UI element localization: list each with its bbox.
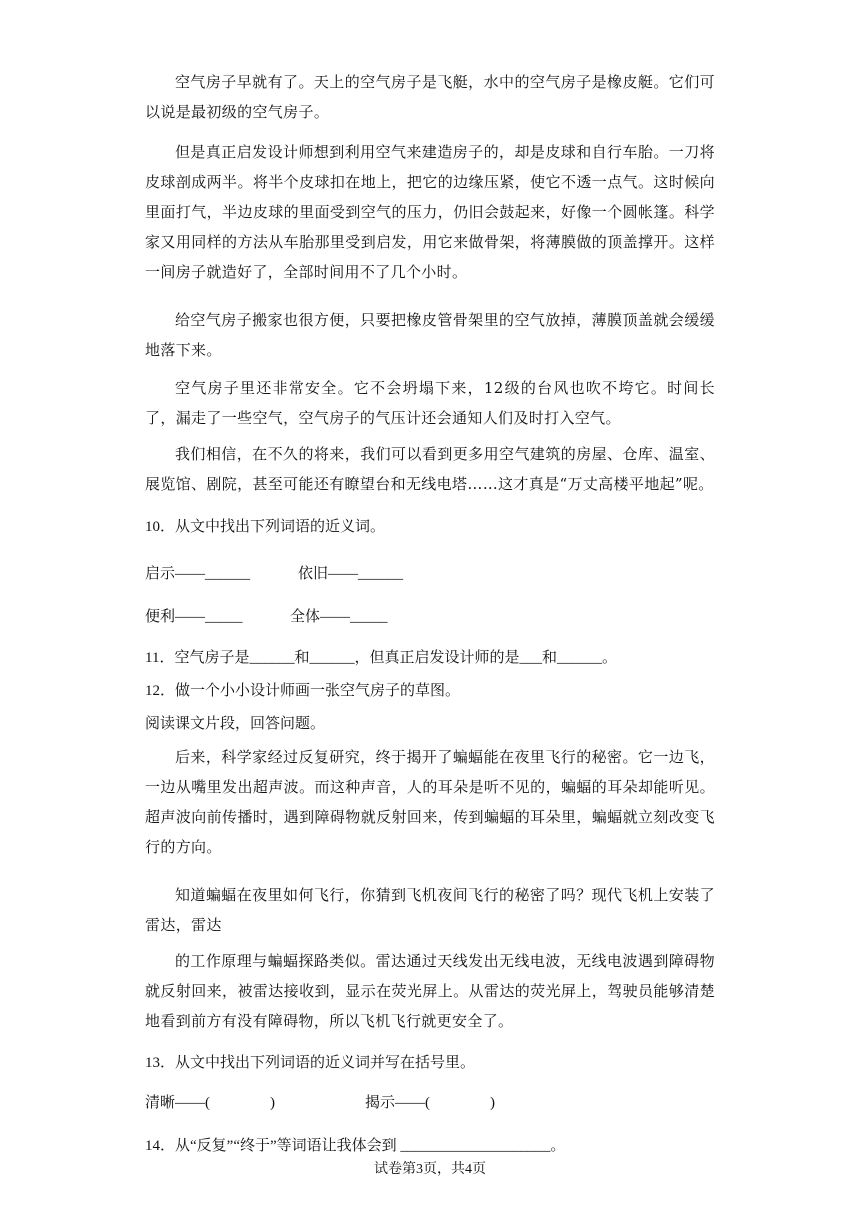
passage1-paragraph-4: 空气房子里还非常安全。它不会坍塌下来，12级的台风也吹不垮它。时间长了，漏走了一些空气，空气房子的气压计还会通知人们及时打入空气。 <box>145 379 715 427</box>
question-10-item-2: 依旧——______ <box>298 566 404 582</box>
question-10-title: 10．从文中找出下列词语的近义词。 <box>145 519 386 535</box>
page-footer: 试卷第3页，共4页 <box>374 1162 486 1177</box>
question-14: 14．从“反复”“终于”等词语让我体会到 ____________________。 <box>145 1138 566 1154</box>
question-10-item-3: 便利——_____ <box>145 609 243 625</box>
passage1-paragraph-2: 但是真正启发设计师想到利用空气来建造房子的，却是皮球和自行车胎。一刀将皮球剖成两半。将半个皮球扣在地上，把它的边缘压紧，使它不透一点气。这时候向里面打气，半边皮球的里面受到空气的压力，仍旧会鼓起来，好像一个圆帐篷。科学家又用同样的方法从车胎那里受到启发，用它来做骨架，将薄膜做的顶盖撑开。这样一间房子就造好了，全部时间用不了几个小时。 <box>145 143 715 281</box>
question-13-title: 13．从文中找出下列词语的近义词并写在括号里。 <box>145 1055 476 1071</box>
section-2-instruction: 阅读课文片段，回答问题。 <box>145 716 326 732</box>
question-13-item-1: 清晰——( ) <box>145 1095 275 1111</box>
question-10-item-1: 启示——______ <box>145 566 251 582</box>
passage2-paragraph-1: 后来，科学家经过反复研究，终于揭开了蝙蝠能在夜里飞行的秘密。它一边飞，一边从嘴里发出超声波。而这种声音，人的耳朵是听不见的，蝙蝠的耳朵却能听见。超声波向前传播时，遇到障碍物就反射回来，传到蝙蝠的耳朵里，蝙蝠就立刻改变飞行的方向。 <box>145 748 715 856</box>
passage1-paragraph-3: 给空气房子搬家也很方便，只要把橡皮管骨架里的空气放掉，薄膜顶盖就会缓缓地落下来。 <box>145 311 715 359</box>
passage1-paragraph-5: 我们相信，在不久的将来，我们可以看到更多用空气建筑的房屋、仓库、温室、展览馆、剧院，甚至可能还有瞭望台和无线电塔……这才真是“万丈高楼平地起”呢。 <box>145 445 715 493</box>
passage2-paragraph-3: 的工作原理与蝙蝠探路类似。雷达通过天线发出无线电波，无线电波遇到障碍物就反射回来，被雷达接收到，显示在荧光屏上。从雷达的荧光屏上，驾驶员能够清楚地看到前方有没有障碍物，所以飞机飞行就更安全了。 <box>145 952 715 1030</box>
question-12: 12．做一个小小设计师画一张空气房子的草图。 <box>145 683 461 699</box>
question-11: 11．空气房子是______和______，但真正启发设计师的是___和______。 <box>145 650 617 666</box>
question-10-item-4: 全体——_____ <box>290 609 388 625</box>
passage1-paragraph-1: 空气房子早就有了。天上的空气房子是飞艇，水中的空气房子是橡皮艇。它们可以说是最初级的空气房子。 <box>145 73 715 121</box>
question-13-item-2: 揭示——( ) <box>365 1095 495 1111</box>
passage2-paragraph-2: 知道蝙蝠在夜里如何飞行，你猜到飞机夜间飞行的秘密了吗？现代飞机上安装了雷达，雷达 <box>145 886 715 934</box>
